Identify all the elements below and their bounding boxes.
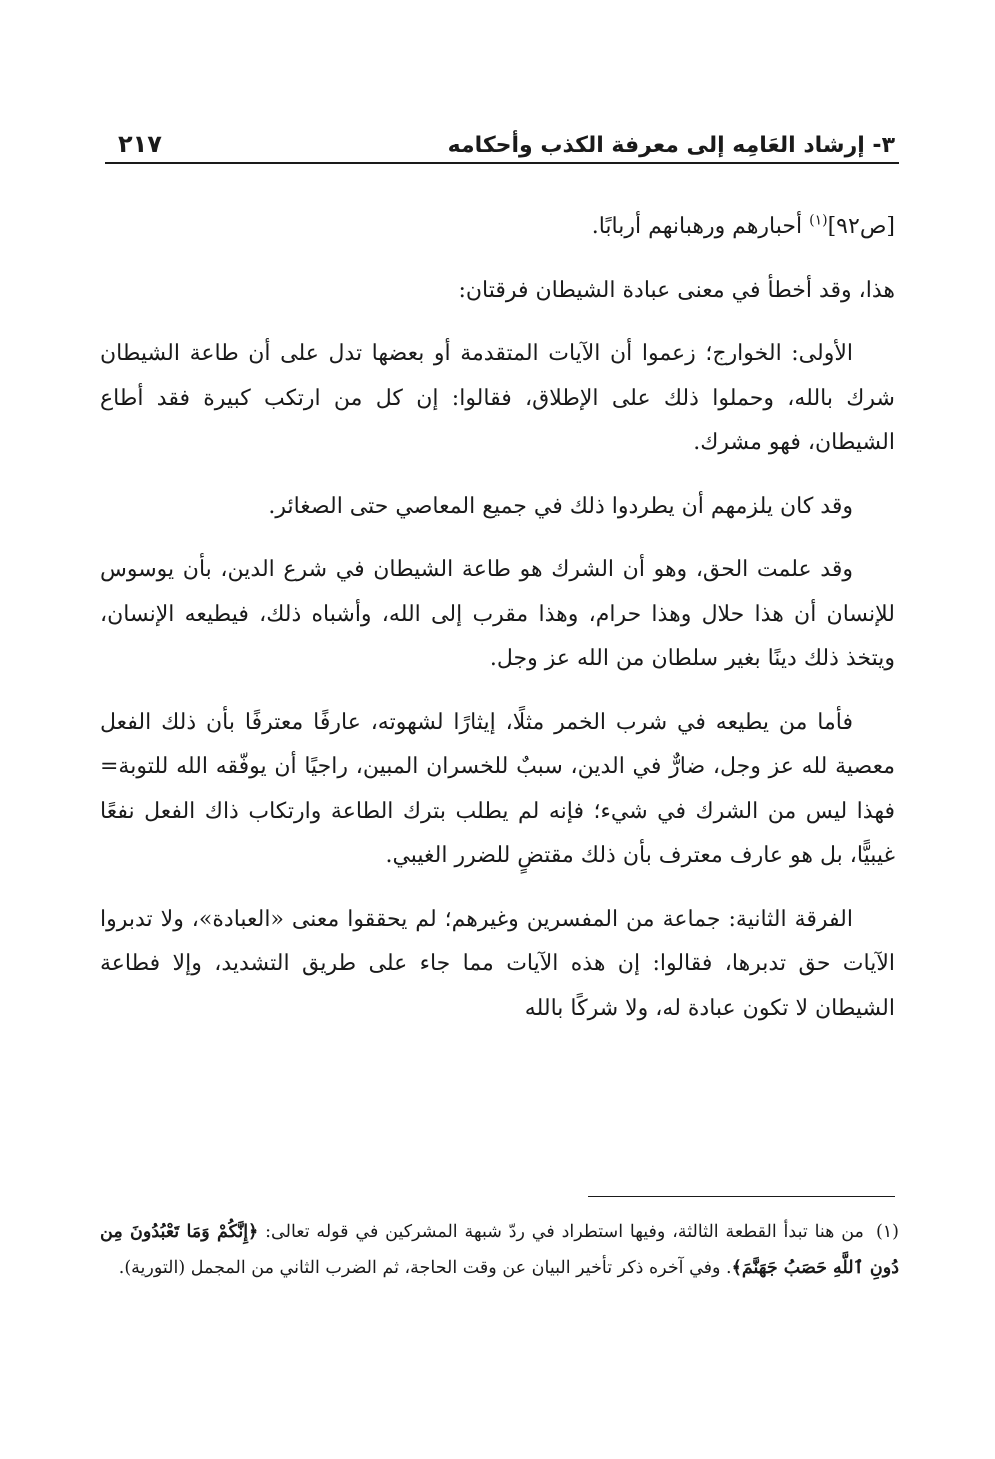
footnote-number: (١) (875, 1222, 899, 1242)
running-head (118, 118, 895, 158)
paragraph-3: الأولى: الخوارج؛ زعموا أن الآيات المتقدمة أو بعضها تدل على أن طاعة الشيطان شرك بالله، وحملوا ذلك على الإطلاق، فقالوا: إن كل من ارتكب كبيرة فقد أطاع الشيطان، فهو مشرك. (100, 341, 895, 455)
paragraph-4: وقد كان يلزمهم أن يطردوا ذلك في جميع المعاصي حتى الصغائر. (268, 493, 853, 519)
paragraph-7: الفرقة الثانية: جماعة من المفسرين وغيرهم؛ لم يحققوا معنى «العبادة»، ولا تدبروا الآيات حق تدبرها، فقالوا: إن هذه الآيات مما جاء على طريق التشديد، وإلا فطاعة الشيطان لا تكون عبادة له، ولا شركًا بالله (100, 906, 895, 1021)
page-reference: [ص٩٢] (827, 214, 895, 239)
body-text (100, 205, 895, 1050)
footnote-text-before: من هنا تبدأ القطعة الثالثة، وفيها استطراد في ردّ شبهة المشركين في قوله تعالى: (258, 1222, 864, 1242)
footnote-reference: (١) (809, 212, 828, 229)
footnote-text-after: . وفي آخره ذكر تأخير البيان عن وقت الحاجة، ثم الضرب الثاني من المجمل (التورية). (118, 1258, 732, 1278)
footnote-rule (588, 1196, 895, 1197)
page-number: ٢١٧ (118, 130, 162, 158)
footnote-1 (100, 1214, 899, 1286)
footnotes (100, 1214, 899, 1286)
header-title: ٣- إرشاد العَامِه إلى معرفة الكذب وأحكامه (447, 133, 895, 158)
paragraph-6: فأما من يطيعه في شرب الخمر مثلًا، إيثارًا لشهوته، عارفًا معترفًا بأن ذلك الفعل معصية لله عز وجل، ضارٌّ في الدين، سببٌ للخسران المبين، راجيًا أن يوفّقه الله للتوبة= فهذا ليس من الشرك في شيء؛ فإنه لم يطلب بترك الطاعة وارتكاب ذاك الفعل نفعًا غيبيًّا، بل هو عارف معترف بأن ذلك مقتضٍ للضرر الغيبي. (100, 709, 895, 868)
paragraph-1 (100, 205, 895, 250)
paragraph-2: هذا، وقد أخطأ في معنى عبادة الشيطان فرقتان: (458, 277, 895, 303)
quran-verse: ﴿إِنَّكُمْ وَمَا تَعْبُدُونَ مِن دُونِ ٱللَّهِ حَصَبُ جَهَنَّمَ﴾ (100, 1222, 899, 1278)
paragraph-1-text: أحبارهم ورهبانهم أربابًا. (591, 214, 810, 239)
paragraph-5: وقد علمت الحق، وهو أن الشرك هو طاعة الشيطان في شرع الدين، بأن يوسوس للإنسان أن هذا حلال وهذا حرام، وهذا مقرب إلى الله، وأشباه ذلك، فيطيعه الإنسان، ويتخذ ذلك دينًا بغير سلطان من الله عز وجل. (100, 557, 896, 671)
header-rule (105, 162, 899, 164)
